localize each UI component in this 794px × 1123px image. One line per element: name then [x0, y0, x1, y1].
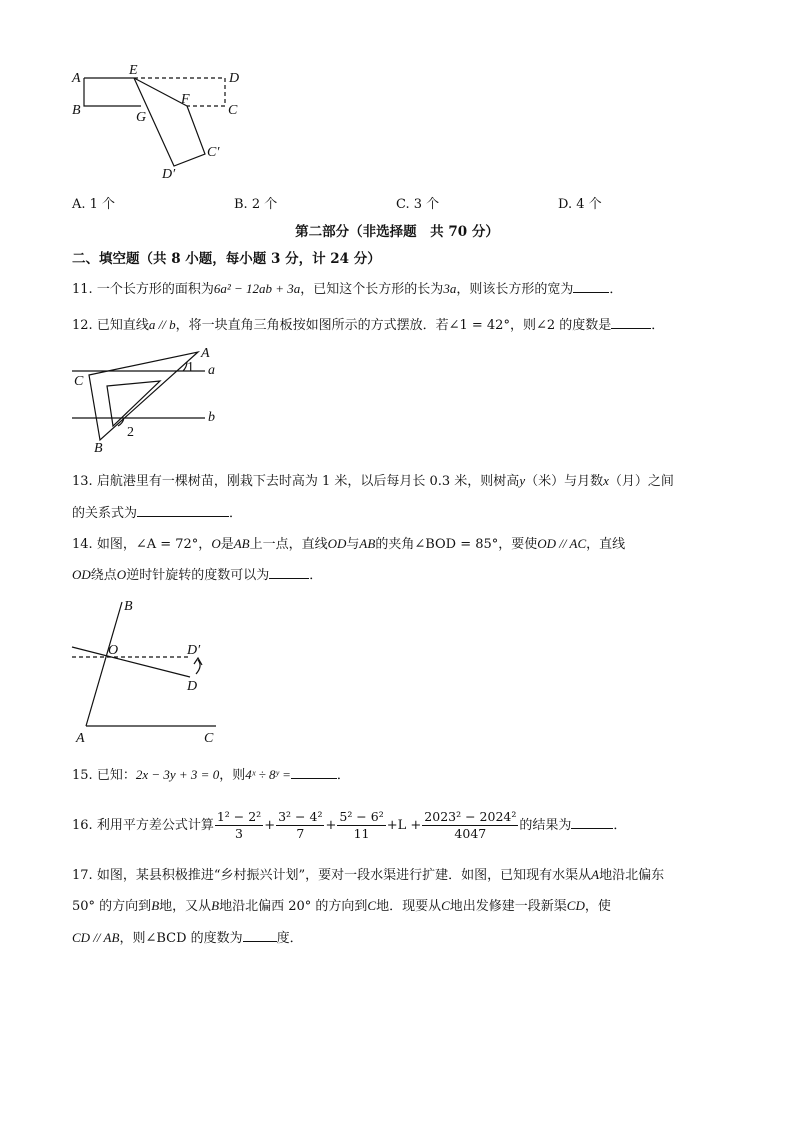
- q12-label-angle-1: 1: [187, 360, 194, 375]
- q16-text: 利用平方差公式计算: [96, 818, 214, 833]
- q15-equation: 2x − 3y + 3 = 0: [135, 767, 220, 782]
- q16-fraction-3: [337, 809, 385, 842]
- q14-point-O: O: [116, 567, 127, 582]
- fig10-label-Cprime: C′: [207, 145, 220, 160]
- q14-figure: [0, 590, 794, 750]
- part-two-header: 第二部分（非选择题 共 70 分）: [295, 224, 499, 240]
- answer-blank[interactable]: [573, 280, 609, 293]
- q17-text: ，则∠BCD 的度数为: [119, 931, 243, 946]
- denominator: 7: [296, 826, 305, 841]
- q14-line-OD: OD: [327, 536, 347, 551]
- q16-fraction-2: [276, 809, 324, 842]
- segment-AB: [86, 602, 122, 726]
- fig10-label-E: E: [129, 63, 138, 78]
- rotation-arrowhead-icon: [194, 658, 202, 665]
- q17-text: 地沿北偏西 20° 的方向到: [219, 899, 368, 914]
- q17-text: 50° 的方向到: [72, 899, 152, 914]
- question-12: 12. 已知直线a // b，将一块直角三角板按如图所示的方式摆放．若∠1 = 42°，则∠2 的度数是 ．: [72, 317, 665, 333]
- q12-label-b: b: [208, 410, 215, 425]
- q12-parallel: a // b: [148, 317, 176, 332]
- q13-text: 启航港里有一棵树苗，刚栽下去时高为 1 米，以后每月长 0.3 米，则树高: [96, 474, 520, 489]
- q14-label-D: D: [187, 679, 198, 694]
- q17-point-B: B: [211, 898, 220, 913]
- numerator: 3² − 4²: [278, 809, 323, 824]
- question-13-line-2: 的关系式为 ．: [72, 506, 243, 521]
- q12-text: 已知直线: [96, 318, 149, 333]
- numerator: 1² − 2²: [216, 809, 262, 824]
- q16-fraction-4: [422, 809, 518, 842]
- q17-text: 度．: [276, 931, 303, 946]
- q17-segment-CD: CD: [566, 898, 585, 913]
- question-11: 11. 一个长方形的面积为6a² − 12ab + 3a，已知这个长方形的长为3a，则该长方形的宽为 ．: [72, 281, 623, 297]
- question-14-line-2: OD绕点O逆时针旋转的度数可以为 ．: [72, 567, 323, 583]
- fig10-label-G: G: [136, 110, 147, 125]
- q13-text: （月）之间: [608, 474, 674, 489]
- q14-label-C: C: [204, 731, 214, 746]
- answer-blank[interactable]: [291, 766, 337, 779]
- section-title: 二、填空题（共 8 小题，每小题 3 分，计 24 分）: [72, 251, 381, 267]
- q17-point-C: C: [367, 898, 377, 913]
- question-16: 16. 利用平方差公式计算 $\frac{\text{1² − 2²}}{3}$ + $\frac{\text{3² − 4²}}{7}$ + $\frac{\text{5² − 6²}}{11}$ +L + $\frac{\text{2023² − 2024²}}{4047}$ 的结果为 ．: [72, 809, 627, 841]
- numerator: 5² − 6²: [339, 809, 384, 824]
- q14-label-B: B: [124, 599, 133, 614]
- q13-var-x: x: [603, 473, 609, 488]
- q12-label-a: a: [208, 363, 215, 378]
- fold-line-EF: [134, 78, 187, 106]
- q16-number: 16.: [72, 818, 93, 833]
- rotation-arrow-icon: [196, 660, 200, 674]
- q15-text: 已知：: [96, 768, 136, 783]
- q17-point-A: A: [591, 867, 600, 882]
- answer-blank[interactable]: [611, 316, 651, 329]
- q16-ellipsis: +L +: [386, 818, 422, 833]
- q13-number: 13.: [72, 474, 93, 489]
- q17-text: 地．现要从: [376, 899, 442, 914]
- q17-point-B: B: [151, 898, 160, 913]
- q14-text: 逆时针旋转的度数可以为: [126, 568, 270, 583]
- q12-text: ，将一块直角三角板按如图所示的方式摆放．若∠1 = 42°，则∠2 的度数是: [175, 318, 612, 333]
- answer-blank[interactable]: [571, 816, 613, 829]
- q17-number: 17.: [72, 868, 93, 883]
- q14-segment-AB: AB: [233, 536, 250, 551]
- q11-text: ，已知这个长方形的长为: [300, 282, 444, 297]
- q15-expression: 4ˣ ÷ 8ʸ =: [245, 767, 291, 782]
- q12-label-A: A: [201, 346, 210, 361]
- option-c: C. 3 个: [396, 197, 440, 212]
- question-17: [72, 866, 664, 885]
- q14-text: ，直线: [586, 537, 626, 552]
- q14-text: 如图，∠A = 72°，: [96, 537, 212, 552]
- q17-text: ，使: [584, 899, 611, 914]
- denominator: 11: [353, 826, 370, 841]
- q12-label-B: B: [94, 441, 103, 456]
- q13-var-y: y: [519, 473, 526, 488]
- fig10-label-C: C: [228, 103, 238, 118]
- option-b: B. 2 个: [234, 197, 278, 212]
- q16-fraction-1: [215, 809, 263, 842]
- q11-number: 11.: [72, 282, 93, 297]
- q14-text: 与: [346, 537, 360, 552]
- q15-text: ，则: [219, 768, 246, 783]
- q14-text: 是: [220, 537, 234, 552]
- fig10-label-Dprime: D′: [162, 167, 176, 182]
- option-a: A. 1 个: [72, 197, 116, 212]
- question-14: [72, 535, 625, 554]
- q16-text: 的结果为: [519, 818, 572, 833]
- q11-length: 3a: [443, 281, 457, 296]
- denominator: 4047: [454, 826, 487, 841]
- q14-segment-AB: AB: [359, 536, 376, 551]
- question-17-line-2: [72, 897, 611, 916]
- q14-line-OD: OD: [72, 567, 91, 582]
- q17-parallel: CD // AB: [72, 930, 120, 945]
- q12-number: 12.: [72, 318, 93, 333]
- answer-blank[interactable]: [137, 504, 229, 517]
- q11-area-expression: 6a² − 12ab + 3a: [213, 281, 301, 296]
- q14-number: 14.: [72, 537, 93, 552]
- q11-text: 一个长方形的面积为: [96, 282, 214, 297]
- rect-solid-edges: [84, 78, 141, 106]
- q13-text: 的关系式为: [72, 506, 138, 521]
- fig10-label-F: F: [181, 92, 190, 107]
- q12-label-angle-2: 2: [127, 425, 134, 440]
- q14-text: 的夹角∠BOD = 85°，要使: [375, 537, 538, 552]
- triangle-inner: [107, 381, 160, 426]
- option-d: D. 4 个: [558, 197, 602, 212]
- q14-text: 绕点: [90, 568, 117, 583]
- q14-point-O: O: [211, 536, 221, 551]
- q14-label-A: A: [76, 731, 85, 746]
- q12-figure: [0, 340, 794, 460]
- answer-blank[interactable]: [269, 566, 309, 579]
- fig10-label-B: B: [72, 103, 81, 118]
- question-17-line-3: [72, 929, 303, 948]
- answer-blank[interactable]: [243, 929, 277, 942]
- q10-figure: [0, 0, 794, 190]
- q15-number: 15.: [72, 768, 93, 783]
- q14-label-Dprime: D′: [187, 643, 201, 658]
- q14-text: 上一点，直线: [249, 537, 328, 552]
- q17-text: 地出发修建一段新渠: [449, 899, 567, 914]
- numerator: 2023² − 2024²: [424, 809, 517, 824]
- q14-parallel: OD // AC: [537, 536, 587, 551]
- q13-text: （米）与月数: [525, 474, 604, 489]
- q12-label-C: C: [74, 374, 84, 389]
- line-OD: [72, 647, 190, 677]
- q14-label-O: O: [108, 643, 119, 658]
- q11-text: ，则该长方形的宽为: [456, 282, 574, 297]
- fig10-label-D: D: [229, 71, 240, 86]
- q17-text: 地，又从: [159, 899, 212, 914]
- q17-point-C: C: [441, 898, 450, 913]
- question-13: [72, 472, 674, 491]
- fig10-label-A: A: [72, 71, 81, 86]
- q17-text: 如图，某县积极推进“乡村振兴计划”，要对一段水渠进行扩建．如图，已知现有水渠从: [96, 868, 592, 883]
- denominator: 3: [235, 826, 243, 841]
- angle-2-arc: [118, 418, 124, 426]
- question-15: 15. 已知：2x − 3y + 3 = 0，则4ˣ ÷ 8ʸ = ．: [72, 767, 350, 783]
- q17-text: 地沿北偏东: [599, 868, 665, 883]
